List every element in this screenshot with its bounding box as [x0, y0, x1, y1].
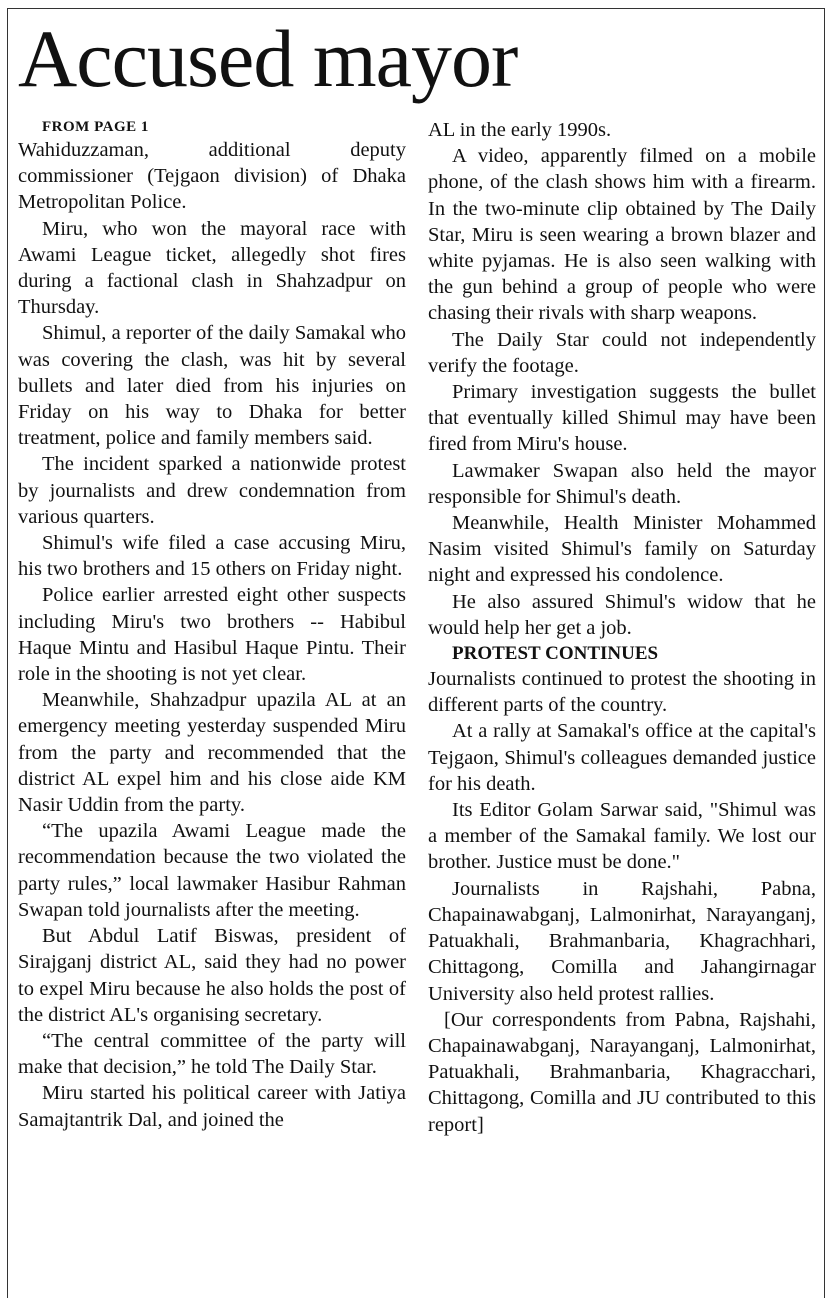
headline: Accused mayor — [18, 13, 518, 104]
paragraph: Primary investigation suggests the bullet that eventually killed Shimul may have been fired from Miru's house. — [428, 381, 816, 456]
paragraph: Miru, who won the mayoral race with Awami League ticket, allegedly shot fires during a factional clash in Shahzadpur on Thursday. — [18, 217, 406, 319]
paragraph: Journalists in Rajshahi, Pabna, Chapainawabganj, Lalmonirhat, Narayanganj, Patuakhali, Brahmanbaria, Khagrachhari, Chittagong, Comilla and Jahangirnagar University also held protest rallies. — [428, 877, 816, 1005]
paragraph: Lawmaker Swapan also held the mayor responsible for Shimul's death. — [428, 459, 816, 508]
paragraph: Miru started his political career with Jatiya Samajtantrik Dal, and joined the — [18, 1082, 406, 1131]
paragraph: Its Editor Golam Sarwar said, "Shimul was a member of the Samakal family. We lost our brother. Justice must be done." — [428, 799, 816, 874]
paragraph: A video, apparently filmed on a mobile phone, of the clash shows him with a firearm. In the two-minute clip obtained by The Daily Star, Miru is seen wearing a brown blazer and white pyjamas. He is also seen walking with the gun behind a group of people who were chasing their rivals with sharp weapons. — [428, 145, 816, 325]
paragraph: The incident sparked a nationwide protest by journalists and drew condemnation from various quarters. — [18, 453, 406, 528]
section-subhead: PROTEST CONTINUES — [452, 643, 659, 665]
paragraph: “The central committee of the party will make that decision,” he told The Daily Star. — [18, 1029, 406, 1079]
paragraph: “The upazila Awami League made the recommendation because the two violated the party rules,” local lawmaker Hasibur Rahman Swapan told journalists after the meeting. — [18, 820, 406, 921]
paragraph: But Abdul Latif Biswas, president of Sirajganj district AL, said they had no power to expel Miru because he also holds the post of the district AL's organising secretary. — [18, 925, 406, 1026]
continued-from-label: FROM PAGE 1 — [42, 119, 149, 135]
paragraph: Meanwhile, Shahzadpur upazila AL at an emergency meeting yesterday suspended Miru from the party and recommended that the district AL expel him and his close aide KM Nasir Uddin from the party. — [18, 689, 406, 817]
paragraph: Police earlier arrested eight other suspects including Miru's two brothers -- Habibul Haque Mintu and Hasibul Haque Pintu. Their role in the shooting is not yet clear. — [18, 584, 406, 686]
contributors-note: [Our correspondents from Pabna, Rajshahi, Chapainawabganj, Narayanganj, Lalmonirhat, Patuakhali, Brahmanbaria, Khagracchari, Chittagong, Comilla and JU contributed to this report] — [428, 1008, 816, 1136]
paragraph: The Daily Star could not independently verify the footage. — [428, 328, 816, 377]
paragraph: He also assured Shimul's widow that he would help her get a job. — [428, 590, 816, 639]
paragraph: Wahiduzzaman, additional deputy commissioner (Tejgaon division) of Dhaka Metropolitan Police. — [18, 139, 406, 214]
paragraph: AL in the early 1990s. — [428, 119, 612, 141]
paragraph: Meanwhile, Health Minister Mohammed Nasim visited Shimul's family on Saturday night and expressed his condolence. — [428, 512, 816, 587]
paragraph: Shimul's wife filed a case accusing Miru, his two brothers and 15 others on Friday night. — [18, 532, 406, 581]
paragraph: At a rally at Samakal's office at the capital's Tejgaon, Shimul's colleagues demanded justice for his death. — [428, 720, 816, 795]
left-column — [18, 117, 406, 1133]
right-column — [428, 117, 816, 1138]
paragraph: Shimul, a reporter of the daily Samakal who was covering the clash, was hit by several bullets and later died from his injuries on Friday on his way to Dhaka for better treatment, police and family members said. — [18, 322, 406, 450]
paragraph: Journalists continued to protest the shooting in different parts of the country. — [428, 668, 816, 717]
